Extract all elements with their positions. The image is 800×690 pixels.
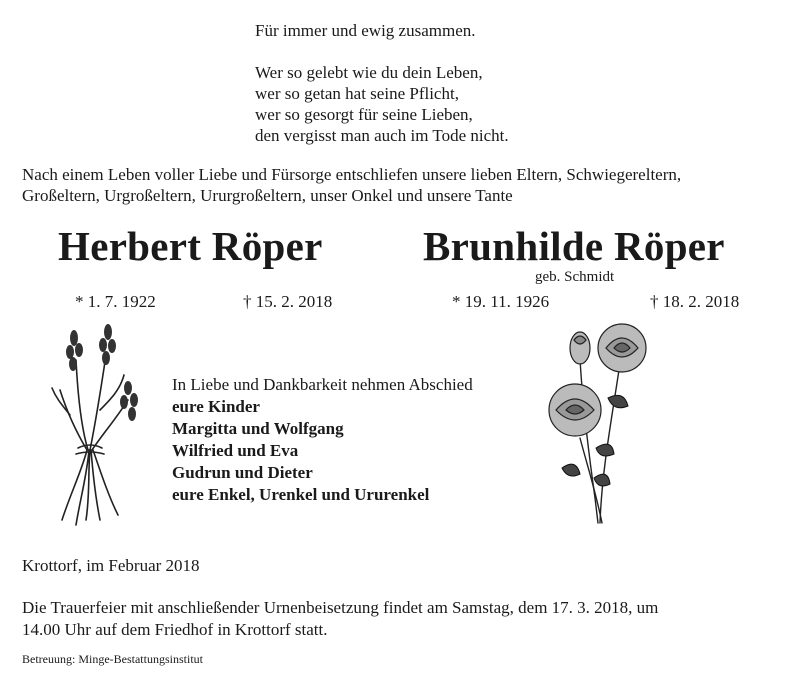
maiden-name: geb. Schmidt (535, 269, 615, 285)
intro-text (22, 164, 782, 206)
roses-icon (540, 318, 665, 530)
funeral-service-info (22, 597, 778, 641)
mourner-line: Wilfried und Eva (172, 441, 299, 460)
intro-line: Großeltern, Urgroßeltern, Ururgroßeltern, unser Onkel und unsere Tante (22, 186, 513, 205)
birth-date-herbert: * 1. 7. 1922 (75, 292, 156, 311)
poem-line: wer so getan hat seine Pflicht, (255, 84, 459, 103)
mourner-line: eure Kinder (172, 397, 260, 416)
poem-line: Wer so gelebt wie du dein Leben, (255, 63, 483, 82)
poem-line: Für immer und ewig zusammen. (255, 21, 476, 40)
death-date-brunhilde: † 18. 2. 2018 (650, 292, 740, 311)
funeral-home-credit: Betreuung: Minge-Bestattungsinstitut (22, 652, 203, 666)
mourner-line: eure Enkel, Urenkel und Ururenkel (172, 485, 430, 504)
service-line: 14.00 Uhr auf dem Friedhof in Krottorf statt. (22, 620, 328, 639)
birth-date-brunhilde: * 19. 11. 1926 (452, 292, 550, 311)
death-date-herbert: † 15. 2. 2018 (243, 292, 333, 311)
farewell-block (172, 374, 473, 506)
mourner-line: Gudrun und Dieter (172, 463, 313, 482)
mourner-line: Margitta und Wolfgang (172, 419, 344, 438)
poem-line: den vergisst man auch im Tode nicht. (255, 126, 509, 145)
place-date: Krottorf, im Februar 2018 (22, 556, 200, 575)
deceased-name-herbert: Herbert Röper (58, 223, 323, 269)
wheat-sheaf-icon (40, 320, 155, 530)
service-line: Die Trauerfeier mit anschließender Urnenbeisetzung findet am Samstag, dem 17. 3. 2018, um (22, 598, 659, 617)
poem (255, 20, 509, 146)
poem-line: wer so gesorgt für seine Lieben, (255, 105, 473, 124)
intro-line: Nach einem Leben voller Liebe und Fürsorge entschliefen unsere lieben Eltern, Schwiegereltern, (22, 165, 682, 184)
farewell-intro: In Liebe und Dankbarkeit nehmen Abschied (172, 375, 473, 394)
deceased-name-brunhilde: Brunhilde Röper (423, 223, 725, 269)
